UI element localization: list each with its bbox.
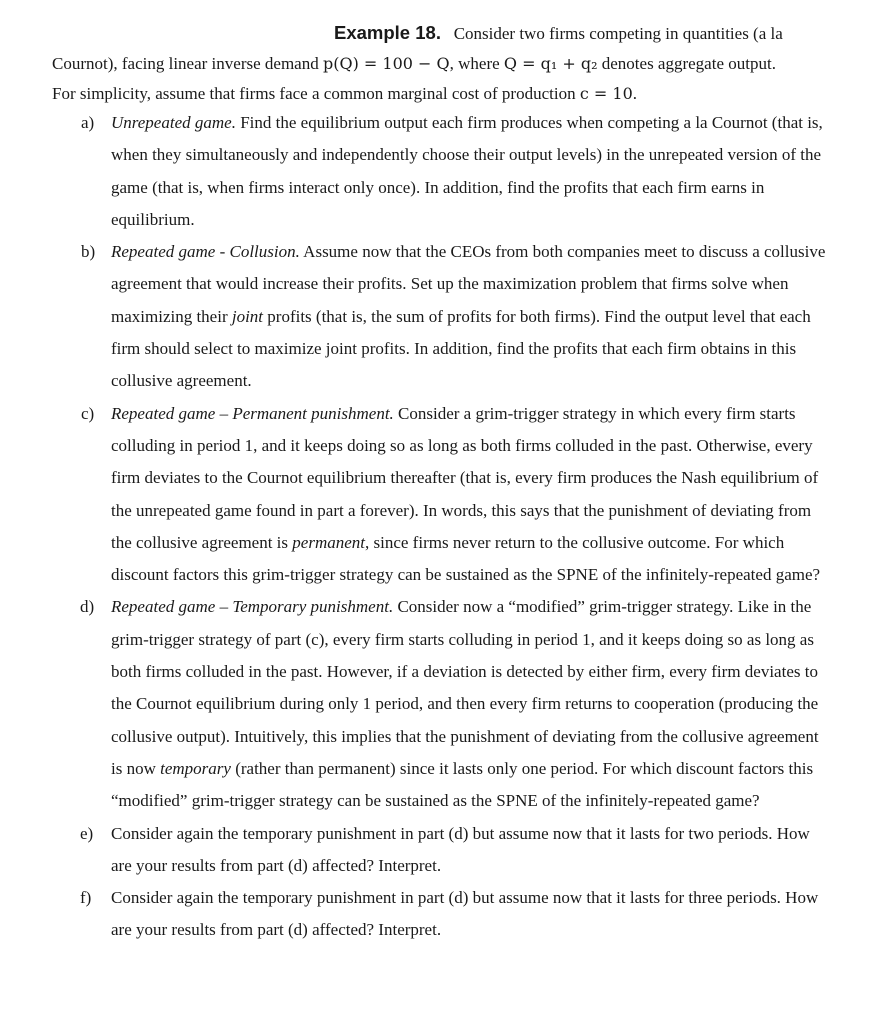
intro-first-line: [52, 18, 842, 49]
part-a-marker: a): [81, 113, 95, 132]
intro-text-2b: , where: [449, 54, 504, 73]
part-c-marker: c): [81, 403, 95, 423]
part-e-text: Consider again the temporary punishment in part (d) but assume now that it lasts for two periods. How are your results from part (d) affected? Interpret.: [111, 823, 810, 875]
part-e-marker: e): [80, 823, 94, 843]
intro-text-3a: For simplicity, assume that firms face a common marginal cost of production: [52, 84, 580, 103]
part-a-heading: Unrepeated game.: [111, 113, 236, 132]
intro-text-2a: Cournot), facing linear inverse demand: [52, 54, 323, 73]
part-d-text-after: (rather than permanent) since it lasts only one period. For which discount factors this “modified” grim-trigger strategy can be sustained as the SPNE of the infinitely-repeated game?: [111, 758, 814, 811]
question-part-a: [0, 107, 831, 236]
intro-text-1: Consider two firms competing in quantities (a la: [453, 24, 783, 43]
marginal-cost-equation: c = 10: [579, 84, 633, 103]
part-c-emphasis: permanent: [292, 532, 365, 552]
part-b-marker: b): [81, 242, 96, 262]
intro-text-3b: .: [632, 84, 637, 103]
question-part-b: [0, 236, 831, 397]
question-parts-list: [0, 107, 884, 947]
part-b-text-after: profits (that is, the sum of profits for both firms). Find the output level that each firm should select to maximize joint profits. In addition, find the profits that each firm obtains in this collusive agreement.: [111, 306, 811, 391]
question-part-f: [0, 882, 831, 947]
demand-equation: p(Q) = 100 − Q: [322, 54, 450, 73]
example-title: Example 18.: [334, 22, 441, 43]
part-d-heading: Repeated game – Temporary punishment.: [111, 597, 394, 617]
question-part-e: [0, 818, 831, 883]
part-d-emphasis: temporary: [160, 758, 231, 778]
question-part-d: [0, 591, 831, 817]
part-c-text-before: Consider a grim-trigger strategy in which every firm starts colluding in period 1, and it keeps doing so as long as both firms colluded in the past. Otherwise, every firm deviates to the Cournot equilibrium thereafter (that is, every firm produces the Nash equilibrium of the unrepeated game found in part a forever). In words, this says that the punishment of deviating from the collusive agreement is: [111, 403, 819, 552]
part-c-heading: Repeated game – Permanent punishment.: [111, 403, 394, 423]
question-part-c: [0, 398, 831, 592]
intro-text-2c: denotes aggregate output.: [597, 54, 776, 73]
part-f-marker: f): [80, 888, 92, 908]
part-d-marker: d): [80, 597, 95, 617]
part-b-emphasis: joint: [231, 306, 264, 326]
part-b-heading: Repeated game - Collusion.: [111, 242, 300, 262]
part-f-text: Consider again the temporary punishment in part (d) but assume now that it lasts for three periods. How are your results from part (d) affected? Interpret.: [111, 888, 819, 940]
aggregate-output-equation: Q = q₁ + q₂: [503, 54, 598, 73]
part-d-text-before: Consider now a “modified” grim-trigger strategy. Like in the grim-trigger strategy of part (c), every firm starts colluding in period 1, and it keeps doing so as long as both firms colluded in the past. However, if a deviation is detected by either firm, every firm deviates to the Cournot equilibrium during only 1 period, and then every firm returns to cooperation (producing the collusive output). Intuitively, this implies that the punishment of deviating from the collusive agreement is now: [111, 597, 819, 778]
part-c-text-after: , since firms never return to the collusive outcome. For which discount factors this grim-trigger strategy can be sustained as the SPNE of the infinitely-repeated game?: [111, 532, 821, 585]
part-a-text: Find the equilibrium output each firm produces when competing a la Cournot (that is, when they simultaneously and independently choose their output levels) in the unrepeated version of the game (that is, when firms interact only once). In addition, find the profits that each firm earns in equilibrium.: [111, 113, 823, 229]
example-intro: [52, 18, 842, 109]
part-b-text-before: Assume now that the CEOs from both companies meet to discuss a collusive agreement that would increase their profits. Set up the maximization problem that firms solve when maximizing their: [111, 242, 826, 326]
